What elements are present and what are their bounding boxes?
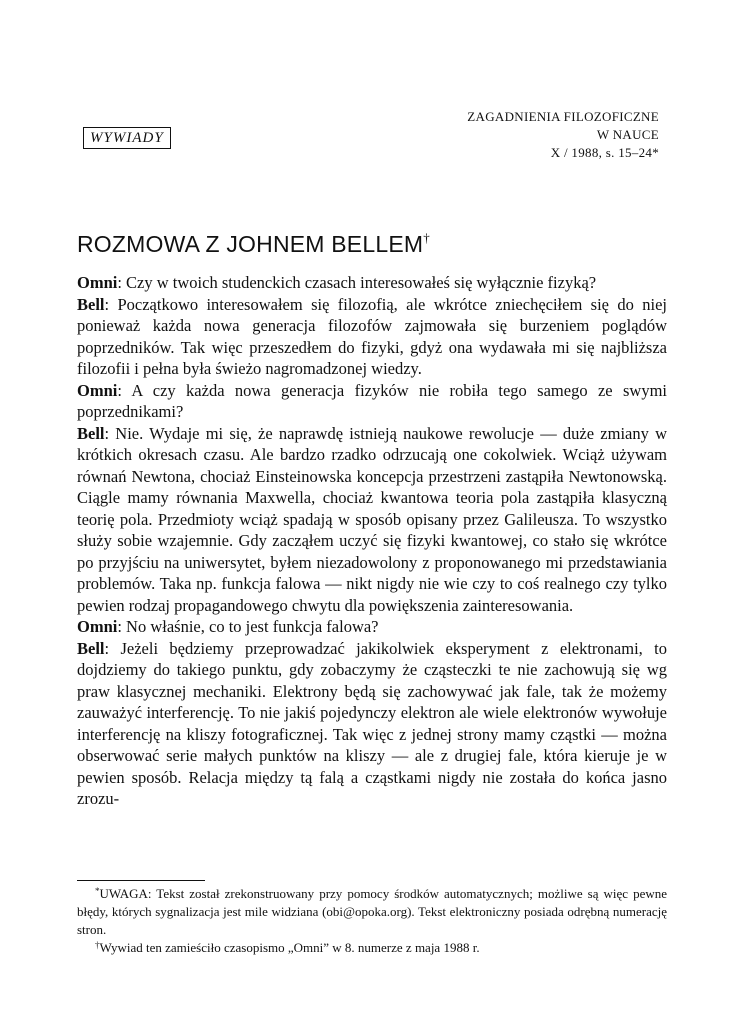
footnote xyxy=(77,939,667,957)
footnote-mark: * xyxy=(95,886,100,896)
journal-name-line1: ZAGADNIENIA FILOZOFICZNE xyxy=(467,109,659,124)
turn-text: : Czy w twoich studenckich czasach interesowałeś się wyłącznie fizyką? xyxy=(117,273,597,292)
journal-issue: X / 1988, s. 15–24* xyxy=(550,145,659,160)
speaker-name: Bell xyxy=(77,294,105,314)
dialogue-turn xyxy=(77,272,667,294)
dialogue-turn xyxy=(77,616,667,638)
speaker-name: Omni xyxy=(77,380,118,400)
speaker-name: Bell xyxy=(77,423,105,443)
article-title xyxy=(77,230,430,258)
dialogue-turn xyxy=(77,380,667,423)
footnote xyxy=(77,885,667,939)
speaker-name: Omni xyxy=(77,617,118,636)
dialogue-turn xyxy=(77,294,667,380)
journal-name-line2: W NAUCE xyxy=(596,127,659,142)
turn-text: : No właśnie, co to jest funkcja falowa? xyxy=(117,617,379,636)
footnotes xyxy=(77,885,667,957)
title-footnote-mark: † xyxy=(423,230,430,245)
turn-text: : Nie. Wydaje mi się, że naprawdę istnieją naukowe rewolucje — duże zmiany w krótkich okresach czasu. Ale bardzo rzadko odrzucają one cokolwiek. Wciąż używam równań Newtona, chociaż Einsteinowska koncepcja przestrzeni zastąpiła Newtonowską. Ciągle mamy równania Maxwella, chociaż kwantowa teoria pola zastąpiła klasyczną teorię pola. Przedmioty wciąż spadają w sposób opisany przez Galileusza. To wszystko służy sobie wzajemnie. Gdy zacząłem uczyć się fizyki kwantowej, co stało się wkrótce po przyjściu na uniwersytet, byłem niezadowolony z proponowanego mi przedstawiania problemów. Taka np. funkcja falowa — nikt nigdy nie wie czy to coś realnego czy tylko pewien rodzaj propagandowego chwytu dla powiększenia zainteresowania. xyxy=(77,423,667,615)
turn-text: : A czy każda nowa generacja fizyków nie robiła tego samego ze swymi poprzednikami? xyxy=(77,380,667,421)
section-label: WYWIADY xyxy=(83,127,171,149)
turn-text: : Początkowo interesowałem się filozofią, ale wkrótce zniechęciłem się do niej ponieważ każda nowa generacja filozofów zajmowała się burzeniem poglądów poprzedników. Tak więc przeszedłem do fizyki, gdyż ona wydawała mi się najbliższa filozofii i pełna była świeżo nagromadzonej wiedzy. xyxy=(77,294,667,378)
interview-body xyxy=(77,272,667,810)
footnote-text: UWAGA: Tekst został zrekonstruowany przy pomocy środków automatycznych; możliwe są więc pewne błędy, których sygnalizacja jest mile widziana (obi@opoka.org). Tekst elektroniczny posiada odrębną numerację stron. xyxy=(77,886,667,937)
dialogue-turn xyxy=(77,638,667,810)
article-title-text: ROZMOWA Z JOHNEM BELLEM xyxy=(77,231,424,257)
footnote-text: Wywiad ten zamieściło czasopismo „Omni” w 8. numerze z maja 1988 r. xyxy=(99,940,480,955)
speaker-name: Bell xyxy=(77,638,105,658)
turn-text: : Jeżeli będziemy przeprowadzać jakikolwiek eksperyment z elektronami, to dojdziemy do takiego punktu, gdy zobaczymy że cząsteczki te nie zachowują się wg praw klasycznej mechaniki. Elektrony będą się zachowywać jak fale, tak że możemy zauważyć interferencję. To nie jakiś pojedynczy elektron ale wiele elektronów wywołuje interferencję na kliszy fotograficznej. Tak więc z jednej strony mamy cząstki — można obserwować serie małych punktów na kliszy — ale z drugiej fale, która kieruje je w pewien sposób. Relacja między tą falą a cząstkami nigdy nie została do końca jasno zrozu- xyxy=(77,638,667,808)
journal-info xyxy=(467,108,659,162)
dialogue-turn xyxy=(77,423,667,617)
speaker-name: Omni xyxy=(77,273,118,292)
footnote-mark: † xyxy=(95,940,100,950)
footnote-divider xyxy=(77,880,205,881)
